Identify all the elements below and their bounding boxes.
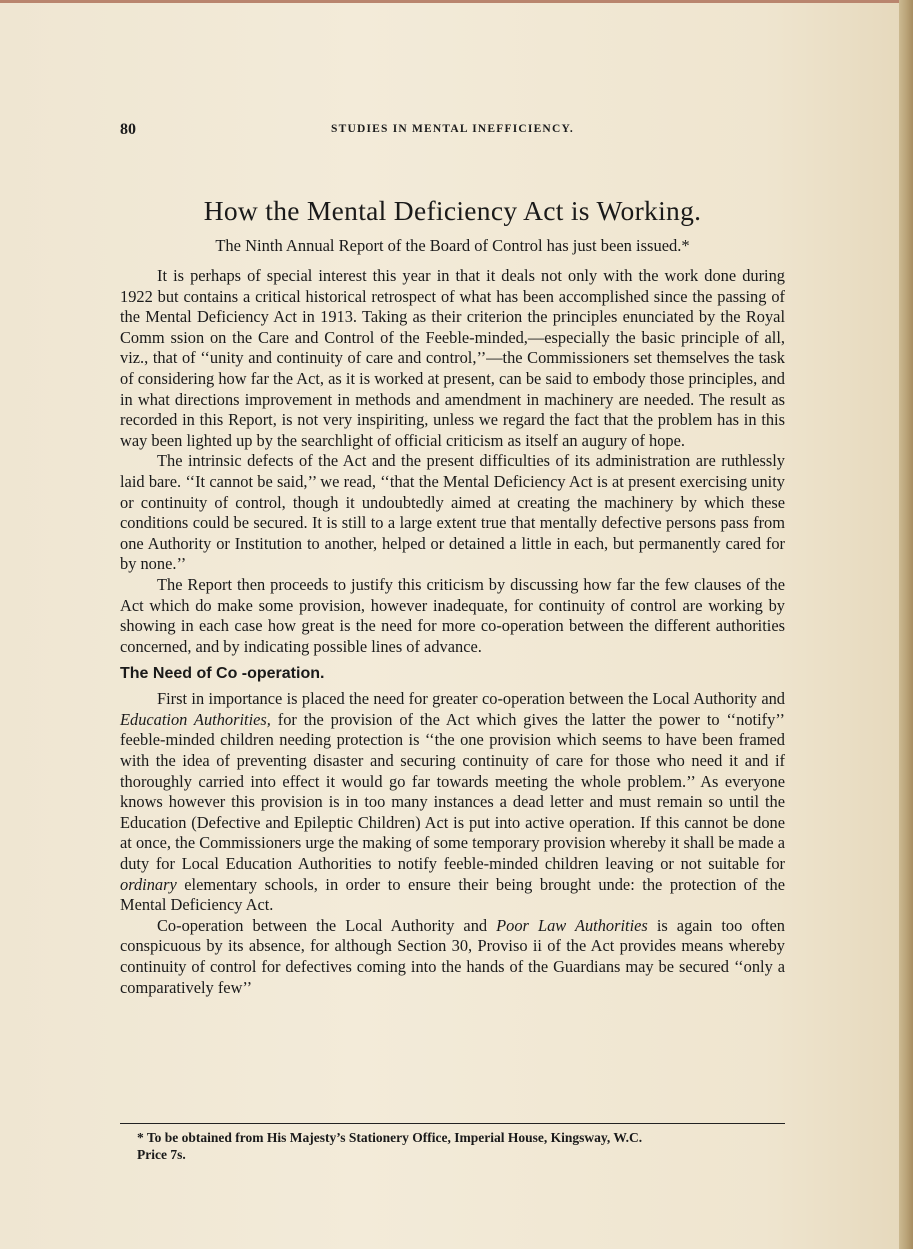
italic-phrase: Education Authorities, <box>120 709 271 729</box>
paragraph-text: for the provision of the Act which gives the latter the power to ‘‘notify’’ feeble-minded children needing protection is ‘‘the one provision which seems to have been framed with the idea of preventing disaster and securing continuity of care for those who need it and if thoroughly carried into effect it would go far towards meeting the whole problem.’’ As everyone knows however this provision is in too many instances a dead letter and must remain so until the Education (Defective and Epileptic Children) Act is put into active operation. If this cannot be done at once, the Commissioners urge the making of some temporary provision whereby it shall be made a duty for Local Education Authorities to notify feeble-minded children leaving or not suitable for <box>120 709 785 874</box>
running-head: STUDIES IN MENTAL INEFFICIENCY. <box>331 123 574 135</box>
footnote-line: * To be obtained from His Majesty’s Stationery Office, Imperial House, Kingsway, W.C. <box>137 1130 643 1145</box>
footnote <box>137 1129 787 1163</box>
page-edge <box>899 0 913 1249</box>
paragraph-text: The intrinsic defects of the Act and the present difficulties of its administration are ruthlessly laid bare. ‘‘It cannot be said,’’ we read, ‘‘that the Mental Deficiency Act is at present exercising unity or continuity of control, though it undoubtedly aimed at creating the machinery by which these conditions could be secured. It is still to a large extent true that mentally defective persons pass from one Authority or Institution to another, helped or detained a little in each, but permanently cared for by none.’’ <box>120 451 785 574</box>
article-subtitle: The Ninth Annual Report of the Board of Control has just been issued.* <box>215 236 690 255</box>
paragraph-text: First in importance is placed the need for greater co-operation between the Local Authority and <box>157 689 785 709</box>
paragraph-text: elementary schools, in order to ensure their being brought unde: the protection of the Mental Deficiency Act. <box>120 874 785 915</box>
paragraph-text: The Report then proceeds to justify this criticism by discussing how far the few clauses of the Act which do make some provision, however inadequate, for continuity of control are working by showing in each case how great is the need for more co-operation between the different authorities concerned, and by indicating possible lines of advance. <box>120 574 785 656</box>
paragraph-text: It is perhaps of special interest this year in that it deals not only with the work done during 1922 but contains a critical historical retrospect of what has been accomplished since the passing of the Mental Deficiency Act in 1913. Taking as their criterion the principles enunciated by the Royal Comm ssion on the Care and Control of the Feeble-minded,—especially the basic principle of all, viz., that of ‘‘unity and continuity of care and control,’’—the Commissioners set themselves the task of considering how far the Act, as it is worked at present, can be said to embody those principles, and in what directions improvement in methods and amendment in machinery are needed. The result as recorded in this Report, is not very inspiriting, unless we regard the fact that the problem has in this way been lighted up by the searchlight of official criticism as itself an augury of hope. <box>120 266 785 450</box>
paragraph-1 <box>120 266 785 451</box>
italic-phrase: Poor Law Authorities <box>496 915 648 935</box>
article-body <box>120 266 785 998</box>
paragraph-text: Co-operation between the Local Authority and <box>157 915 497 935</box>
footnote-divider <box>120 1123 785 1124</box>
article-title: How the Mental Deficiency Act is Working. <box>203 195 702 226</box>
page-number: 80 <box>120 121 136 138</box>
page-header <box>120 121 785 143</box>
paragraph-5 <box>120 916 785 998</box>
paragraph-4 <box>120 689 785 916</box>
footnote-line: Price 7s. <box>137 1147 186 1162</box>
paragraph-2 <box>120 451 785 575</box>
paragraph-3 <box>120 575 785 657</box>
section-heading: The Need of Co -operation. <box>120 665 325 683</box>
italic-phrase: ordinary <box>120 874 177 894</box>
paragraph-text: is again too often conspicuous by its absence, for although Section 30, Proviso ii of the Act provides means whereby continuity of control for defectives coming into the hands of the Guardians may be secured ‘‘only a comparatively few’’ <box>120 915 785 997</box>
